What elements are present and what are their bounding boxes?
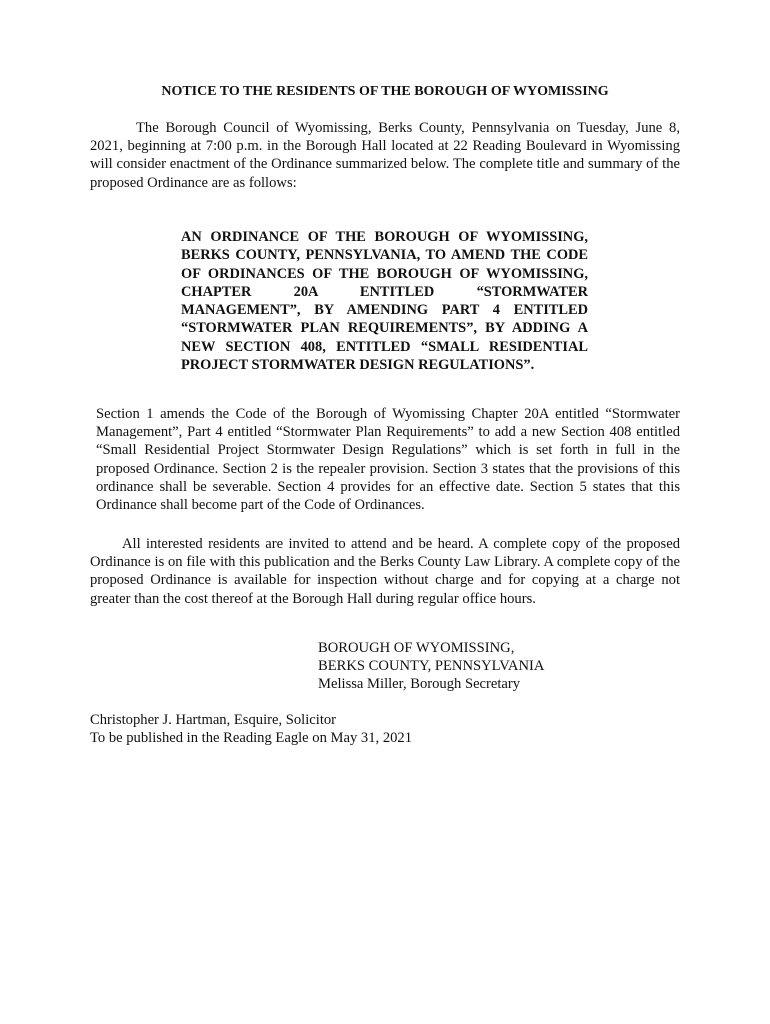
signature-line-county: BERKS COUNTY, PENNSYLVANIA [318,658,545,675]
invitation-paragraph: All interested residents are invited to attend and be heard. A complete copy of the proposed Ordinance is on file with this publication and the Berks County Law Library. A complete copy of the proposed Ordinance is available for inspection without charge and for copying at a charge not greater than the cost thereof at the Borough Hall during regular office hours. [90,536,680,607]
publication-line: To be published in the Reading Eagle on May 31, 2021 [90,730,413,747]
intro-paragraph: The Borough Council of Wyomissing, Berks County, Pennsylvania on Tuesday, June 8, 2021, beginning at 7:00 p.m. in the Borough Hall located at 22 Reading Boulevard in Wyomissing will consider enactment of the Ordinance summarized below. The complete title and summary of the proposed Ordinance are as follows: [90,120,680,191]
solicitor-line: Christopher J. Hartman, Esquire, Solicitor [90,712,337,728]
signature-line-borough: BOROUGH OF WYOMISSING, [318,640,515,656]
footer-block [90,711,680,747]
ordinance-summary: Section 1 amends the Code of the Borough of Wyomissing Chapter 20A entitled “Stormwater Management”, Part 4 entitled “Stormwater Plan Requirements” to add a new Section 408 entitled “Small Residential Project Stormwater Design Regulations” which is set forth in full in the proposed Ordinance. Section 2 is the repealer provision. Section 3 states that the provisions of this ordinance shall be severable. Section 4 provides for an effective date. Section 5 states that this Ordinance shall become part of the Code of Ordinances. [96,406,680,514]
notice-title: NOTICE TO THE RESIDENTS OF THE BOROUGH OF WYOMISSING [161,84,609,99]
signature-block [318,639,678,694]
ordinance-title: AN ORDINANCE OF THE BOROUGH OF WYOMISSING, BERKS COUNTY, PENNSYLVANIA, TO AMEND THE CODE OF ORDINANCES OF THE BOROUGH OF WYOMISSING, CHAPTER 20A ENTITLED “STORMWATER MANAGEMENT”, BY AMENDING PART 4 ENTITLED “STORMWATER PLAN REQUIREMENTS”, BY ADDING A NEW SECTION 408, ENTITLED “SMALL RESIDENTIAL PROJECT STORMWATER DESIGN REGULATIONS”. [181,229,588,374]
signature-line-secretary: Melissa Miller, Borough Secretary [318,676,521,693]
